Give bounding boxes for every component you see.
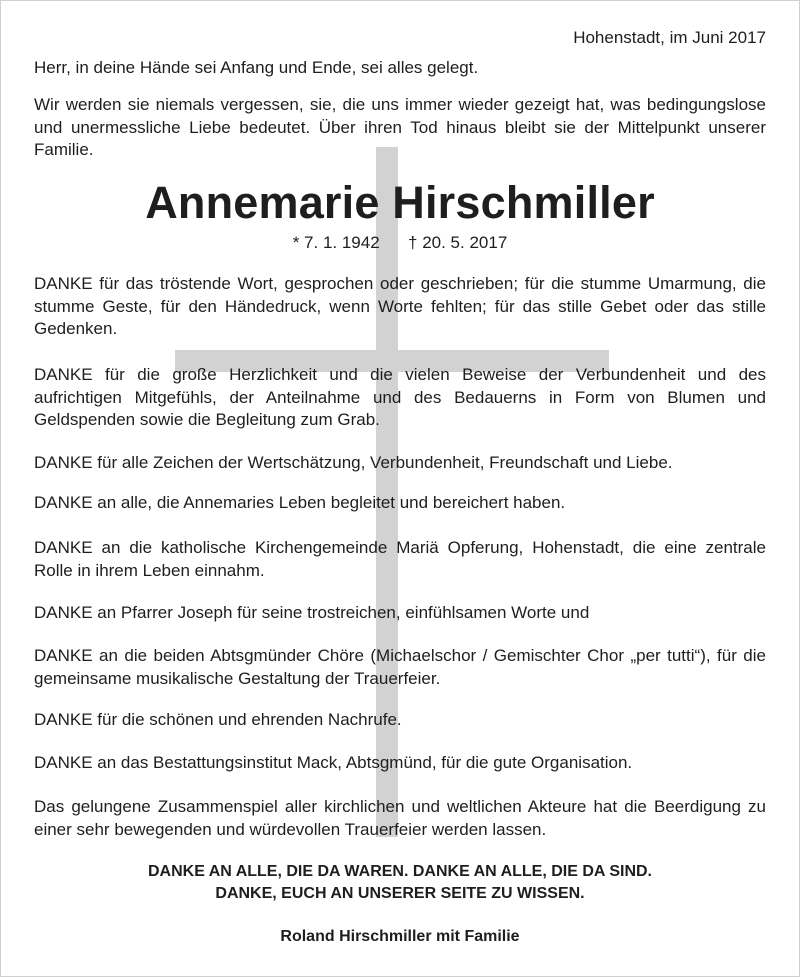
closing-paragraph: Das gelungene Zusammenspiel aller kirchlichen und weltlichen Akteure hat die Beerdigung zu einer sehr bewegenden und würdevollen Trauerfeier werden lassen. bbox=[34, 797, 766, 839]
thanks-paragraph: DANKE für das tröstende Wort, gesprochen oder geschrieben; für die stumme Umarmung, die stumme Geste, für den Händedruck, wenn Worte fehlten; für das stille Gebet oder das stille Gedenken. bbox=[34, 274, 766, 338]
closing-line: DANKE, EUCH AN UNSERER SEITE ZU WISSEN. bbox=[215, 885, 585, 902]
life-dates bbox=[34, 232, 766, 254]
thanks-paragraph: DANKE an die beiden Abtsgmünder Chöre (Michaelschor / Gemischter Chor „per tutti“), für die gemeinsame musikalische Gestaltung der Trauerfeier. bbox=[34, 646, 766, 688]
signature: Roland Hirschmiller mit Familie bbox=[280, 928, 520, 945]
thanks-paragraph: DANKE an alle, die Annemaries Leben begleitet und bereichert haben. bbox=[34, 493, 566, 512]
birth-date: * 7. 1. 1942 bbox=[292, 233, 380, 252]
thanks-paragraph: DANKE für die schönen und ehrenden Nachrufe. bbox=[34, 710, 402, 729]
thanks-paragraph: DANKE an Pfarrer Joseph für seine trostreichen, einfühlsamen Worte und bbox=[34, 603, 590, 622]
place-date: Hohenstadt, im Juni 2017 bbox=[573, 28, 766, 47]
thanks-paragraph: DANKE an das Bestattungsinstitut Mack, Abtsgmünd, für die gute Organisation. bbox=[34, 753, 633, 772]
thanks-paragraph: DANKE für die große Herzlichkeit und die vielen Beweise der Verbundenheit und des aufrichtigen Mitgefühls, der Anteilnahme und des Bedauerns in Form von Blumen und Geldspenden sowie die Begleitung zum Grab. bbox=[34, 365, 766, 429]
death-date: † 20. 5. 2017 bbox=[408, 233, 508, 252]
closing-line: DANKE AN ALLE, DIE DA WAREN. DANKE AN ALLE, DIE DA SIND. bbox=[147, 863, 652, 880]
deceased-name: Annemarie Hirschmiller bbox=[145, 177, 655, 228]
motto: Herr, in deine Hände sei Anfang und Ende, sei alles gelegt. bbox=[34, 58, 479, 77]
thanks-paragraph: DANKE an die katholische Kirchengemeinde Mariä Opferung, Hohenstadt, die eine zentrale Rolle in ihrem Leben einnahm. bbox=[34, 538, 766, 580]
thanks-paragraph: DANKE für alle Zeichen der Wertschätzung, Verbundenheit, Freundschaft und Liebe. bbox=[34, 453, 673, 472]
intro-paragraph: Wir werden sie niemals vergessen, sie, die uns immer wieder gezeigt hat, was bedingungslose und unermessliche Liebe bedeutet. Über ihren Tod hinaus bleibt sie der Mittelpunkt unserer Familie. bbox=[34, 95, 766, 159]
